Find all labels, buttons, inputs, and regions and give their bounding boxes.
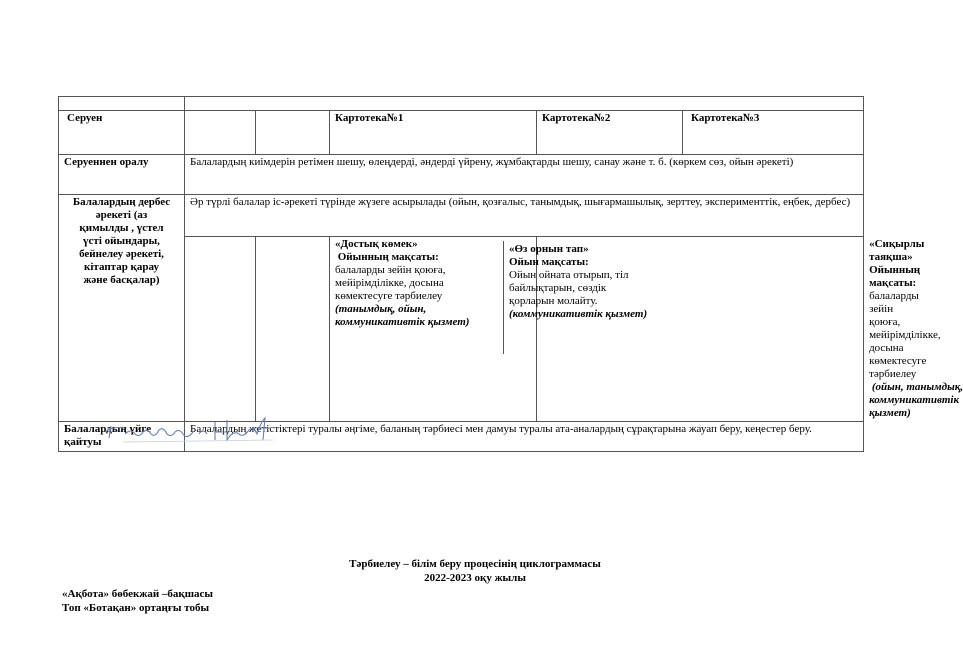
cell-empty — [185, 237, 256, 422]
game-1-title: «Достық көмек» — [335, 238, 418, 250]
return-walk-text: Балалардың киімдерін ретімен шешу, өлеңдерді, әндерді үйрену, жұмбақтарды шешу, санау және т. б. (көркем сөз, ойын әрекеті) — [185, 155, 864, 195]
footer-title: Тәрбиелеу – білім беру процесінің циклограммасы — [349, 558, 601, 570]
game-1: «Достық көмек» Ойынның мақсаты: балаларды зейін қоюға, мейірімділікке, досына көмектесуге тәрбиелеу (танымдық, ойын, коммуникативтік қызмет) — [330, 237, 537, 422]
cell-empty — [59, 97, 185, 111]
table-row-walk — [59, 111, 864, 155]
schedule-table — [58, 96, 963, 452]
cell-empty — [185, 111, 256, 155]
cell-empty — [185, 97, 864, 111]
game-2-divider — [503, 241, 504, 354]
going-home-label: Балалардың үйге қайтуы — [59, 422, 185, 452]
game-1-goal-label: Ойынның мақсаты: — [335, 251, 439, 263]
game-2-goal-label: Ойын мақсаты: — [509, 256, 589, 268]
return-walk-label: Серуеннен оралу — [59, 155, 185, 195]
table-row-top — [59, 97, 864, 111]
footer-kindergarten: «Ақбота» бөбекжай –бақшасы — [62, 588, 214, 600]
cell-empty — [256, 111, 330, 155]
table-row-return-walk — [59, 155, 864, 195]
table-row-independent — [59, 195, 864, 237]
footer-year: 2022-2023 оқу жылы — [424, 572, 526, 584]
table-row-games: «Достық көмек» Ойынның мақсаты: балаларды зейін қоюға, мейірімділікке, досына көмектесуге тәрбиелеу (танымдық, ойын, коммуникативтік қызмет) «Сиқырлы таяқша» Ойынның мақсаты: балаларды зейін қоюға, мейірімділікке, досына көмектесуге тәрбиелеу (ойын, танымдық, коммуникативтік қызмет) — [59, 237, 864, 422]
card-1: Картотека№1 — [330, 111, 537, 155]
cell-empty — [256, 237, 330, 422]
card-2: Картотека№2 — [537, 111, 683, 155]
game-2-title: «Өз орнын тап» — [509, 243, 589, 255]
game-2-content: «Өз орнын тап» Ойын мақсаты: Ойын ойната отырып, тіл байлықтарын, сөздік қорларын молайту. (коммуникативтік қызмет) — [509, 243, 679, 321]
handwritten-signature — [103, 412, 278, 446]
footer-group: Топ «Ботақан» ортаңғы тобы — [62, 602, 210, 614]
independent-label: Балалардың дербес әрекеті (аз қимылды , үстел үсті ойындары, бейнелеу әрекеті, кітаптар қарау және басқалар) — [59, 195, 185, 422]
card-3: Картотека№3 — [683, 111, 864, 155]
walk-label: Серуен — [59, 111, 185, 155]
independent-text: Әр түрлі балалар іс-әрекеті түрінде жүзеге асырылады (ойын, қозғалыс, танымдық, шығармашылық, зерттеу, эксперименттік, еңбек, дербес) — [185, 195, 864, 237]
going-home-text: Балалардың жетістіктері туралы әңгіме, баланың тәрбиесі мен дамуы туралы ата-аналардың сұрақтарына жауап беру, кеңестер беру. — [185, 422, 864, 452]
